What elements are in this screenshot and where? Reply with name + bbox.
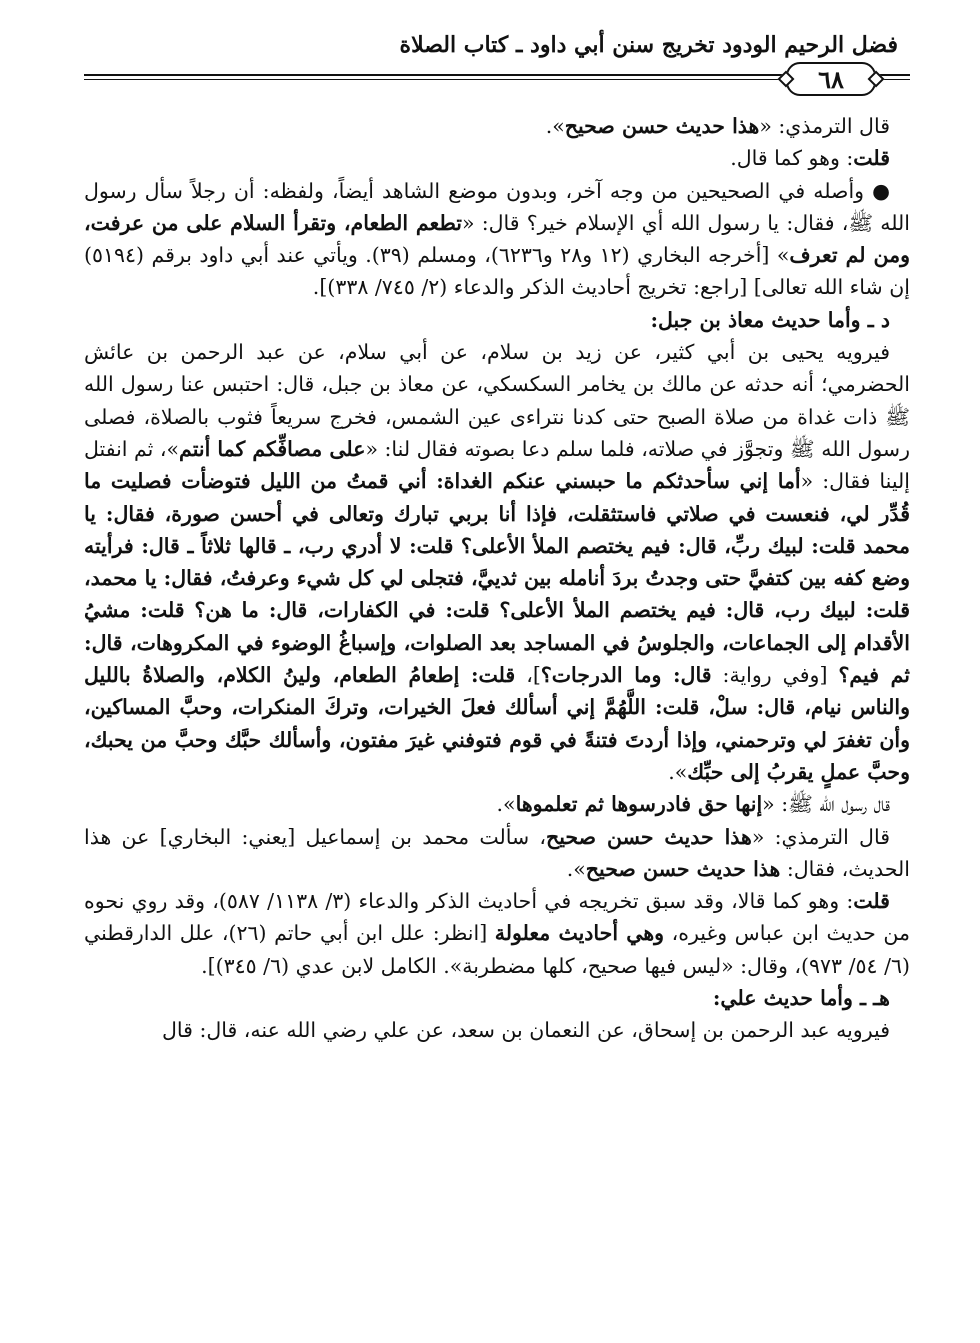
- bold-text-run: قلت: [853, 889, 890, 914]
- text-run: : وهو كما قالا، وقد سبق تخريجه في أحاديث الذكر والدعاء (٣/ ١١٣٨/ ٥٨٧)، وقد روي نحوه من حديث ابن عباس وغيره،: [84, 889, 910, 946]
- text-run: [وفي رواية:: [711, 663, 839, 688]
- bold-text-run: إنها حق فادرسوها ثم تعلموها: [515, 792, 763, 817]
- text-run: قال الترمذي: «: [759, 114, 890, 138]
- bold-text-run: وهي أحاديث معلولة: [494, 921, 665, 946]
- bold-text-run: هذا حديث حسن صحيح: [546, 824, 752, 849]
- paragraph: [84, 336, 910, 788]
- paragraph: [84, 142, 910, 174]
- paragraph: [84, 885, 910, 982]
- bold-text-run: أما إني سأحدثكم ما حبسني عنكم الغداة: أني قمتُ من الليل فتوضأت فصليت ما قُدِّر لي، فنعست في صلاتي فاستثقلت، فإذا أنا بربي تبارك وتعالى في أحسن صورة، فقال: يا محمد قلت: لبيك ربِّ، قال: فيم يختصم الملأ الأعلى؟ قلت: لا أدري رب، ـ قالها ثلاثاً ـ قال: فرأيته وضع كفه بين كتفيَّ حتى وجدتُ بردَ أنامله بين ثدييَّ، فتجلى لي كل شيء وعرفتُ، فقال: يا محمد، قلت: لبيك رب، قال: فيم يختصم الملأ الأعلى؟ قلت: في الكفارات، قال: ما هن؟ قلت: مشيُ الأقدام إلى الجماعات، والجلوسُ في المساجد بعد الصلوات، وإسباغُ الوضوء في المكروهات، قال: ثم فيم؟: [84, 469, 910, 688]
- body-text: [84, 110, 910, 1047]
- text-run: ».: [668, 759, 688, 784]
- bold-text-run: قلت: [853, 146, 890, 171]
- paragraph: [84, 304, 910, 336]
- text-run: : وهو كما قال.: [730, 146, 854, 171]
- text-run: فيرويه عبد الرحمن بن إسحاق، عن النعمان بن سعد، عن علي رضي الله عنه، قال: قال: [161, 1018, 890, 1043]
- bold-text-run: على مصافِّكم كما أنتم: [179, 436, 366, 461]
- text-run: فيرويه يحيى بن أبي كثير، عن زيد بن سلام، عن أبي سلام، عن عبد الرحمن بن عائش الحضرمي؛ أنه حدثه عن مالك بن يخامر السكسكي، عن معاذ بن جبل، قال: احتبس عنا رسول الله ﷺ ذات غداة من صلاة الصبح حتى كدنا نتراءى عين الشمس، فخرج سريعاً فثوب بالصلاة، فصلى رسول الله ﷺ وتجوَّز في صلاته، فلما سلم دعا بصوته فقال لنا: «: [84, 340, 911, 461]
- bold-text-run: د ـ وأما حديث معاذ بن جبل:: [650, 307, 890, 332]
- text-run: ، سألت محمد بن إسماعيل [يعني: البخاري] عن هذا الحديث، فقال:: [84, 824, 910, 881]
- text-run: قال رسول الله ﷺ: «: [762, 792, 890, 817]
- paragraph: [84, 110, 910, 142]
- bold-text-run: قلت: إطعامُ الطعام، ولينُ الكلام، والصلاةُ بالليل والناس نيام، قال: سلْ، قلت: اللَّهُمَّ إني أسألك فعلَ الخيرات، وتركَ المنكرات، وحبَّ المساكين، وأن تغفرَ لي وترحمني، وإذا أردتَ فتنةً في قوم فتوفني غيرَ مفتون، وأسألك حبَّك وحبَّ من يحبك، وحبَّ عملٍ يقربُ إلى حبِّك: [84, 663, 910, 784]
- running-header-title: فضل الرحيم الودود تخريج سنن أبي داود ـ كتاب الصلاة: [399, 32, 898, 58]
- text-run: ».: [545, 114, 565, 138]
- bold-text-run: هذا حديث حسن صحيح: [585, 856, 781, 881]
- text-run: قال الترمذي: «: [751, 824, 890, 849]
- bold-text-run: هـ ـ وأما حديث علي:: [712, 986, 890, 1011]
- header-rule: [84, 60, 910, 100]
- bold-text-run: تطعم الطعام، وتقرأ السلام على من عرفت، ومن لم تعرف: [84, 210, 911, 268]
- text-run: » [أخرجه البخاري (١٢ و٢٨ و٦٢٣٦)، ومسلم (٣٩). ويأتي عند أبي داود برقم (٥١٩٤) إن شاء الله تعالى] [راجع: تخريج أحاديث الذكر والدعاء (٢/ ٧٤٥/ ٣٣٨)].: [84, 243, 910, 300]
- paragraph: [84, 821, 910, 886]
- book-page: [84, 24, 910, 1324]
- bold-text-run: هذا حديث حسن صحيح: [564, 114, 760, 138]
- text-run: ● وأصله في الصحيحين من وجه آخر، وبدون موضع الشاهد أيضاً، ولفظه: أن رجلاً سأل رسول الله ﷺ، فقال: يا رسول الله أي الإسلام خير؟ قال: «: [84, 178, 910, 235]
- bold-text-run: قال: وما الدرجات؟: [540, 663, 712, 688]
- text-run: ]،: [515, 663, 541, 688]
- paragraph: [84, 788, 910, 820]
- text-run: ».: [496, 792, 516, 817]
- text-run: [انظر: علل ابن أبي حاتم (٢٦)، علل الدارقطني (٦/ ٥٤/ ٩٧٣)، وقال: «ليس فيها صحيح، كلها مضطربة». الكامل لابن عدي (٦/ ٣٤٥)].: [84, 921, 910, 978]
- paragraph: [84, 982, 910, 1014]
- page-number: ٦٨: [786, 62, 876, 96]
- text-run: »، ثم انفتل إلينا فقال: «: [84, 436, 910, 494]
- paragraph: [84, 1014, 910, 1046]
- paragraph: [84, 175, 910, 304]
- text-run: ».: [566, 856, 586, 881]
